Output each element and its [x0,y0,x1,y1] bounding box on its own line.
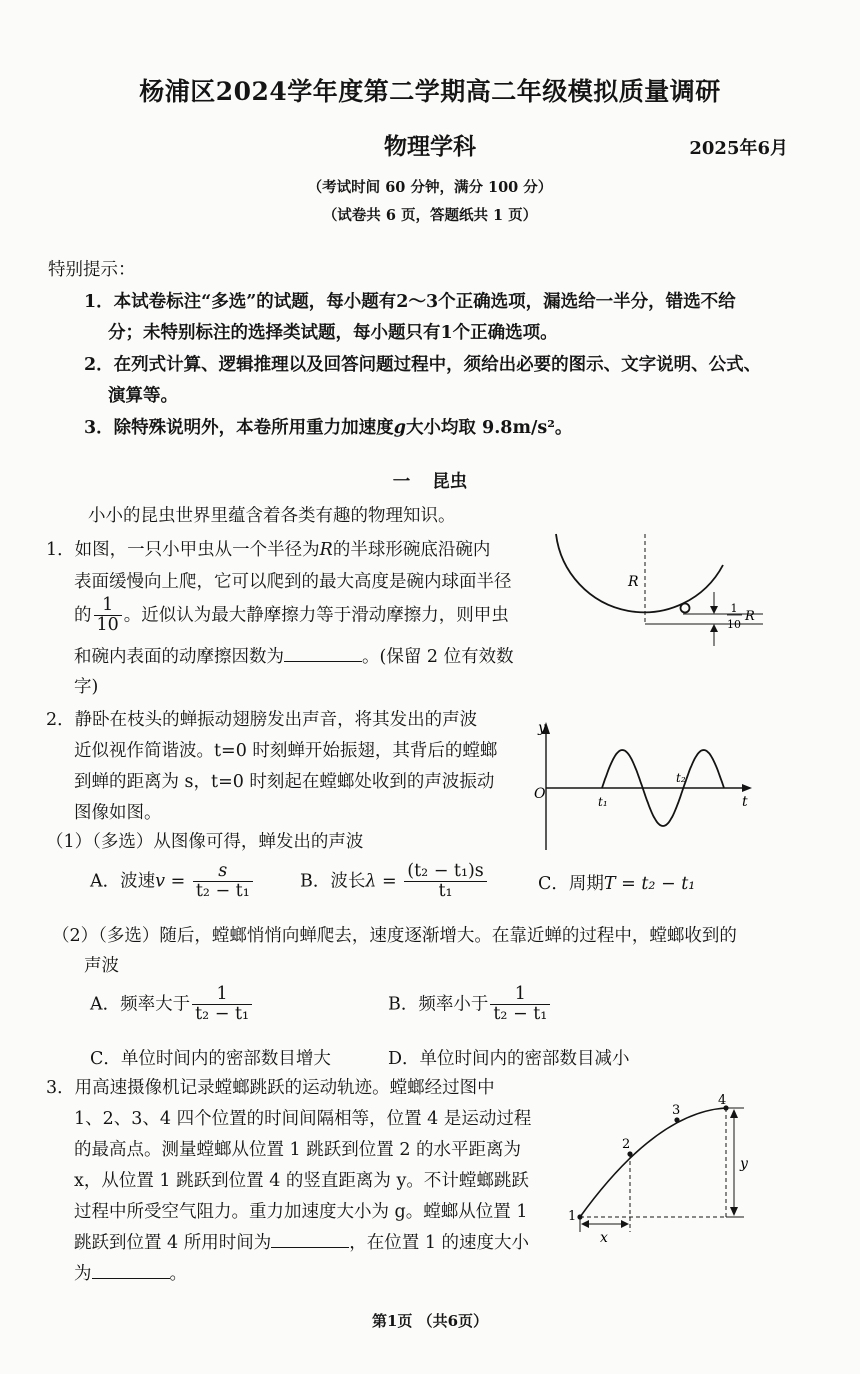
q1-line4: 和碗内表面的动摩擦因数为 。(保留 2 位有效数 [74,641,514,673]
q1-fig-R2-label: R [745,609,755,624]
notice-item-3: 3．除特殊说明外，本卷所用重力加速度g大小均取 9.8m/s²。 [84,418,573,438]
q3-line5: 过程中所受空气阻力。重力加速度大小为 g。螳螂从位置 1 [74,1202,528,1222]
page-footer: 第1页 （共6页） [371,1312,489,1330]
exam-pages-info: （试卷共 6 页，答题纸共 1 页） [322,207,538,224]
subject-title: 物理学科 [384,133,476,160]
q3-fig-pos1: 1 [568,1209,577,1224]
q3-time-blank[interactable] [271,1229,349,1248]
q1-fraction: $\frac{1}{10}$ [94,596,122,636]
q1-line2: 表面缓慢向上爬，它可以爬到的最大高度是碗内球面半径 [74,572,512,592]
q1-fig-frac-n: 1 [730,602,738,615]
q3-line4: x，从位置 1 跳跃到位置 4 的竖直距离为 y。不计螳螂跳跃 [74,1171,529,1191]
q1-answer-blank[interactable] [284,643,362,662]
q2-sub2-option-b[interactable]: B．频率小于 $\frac{1}{\text{t₂ − t₁}}$ [388,985,552,1025]
q1-line3: 的 $\frac{1}{10}$ 。近似认为最大静摩擦力等于滑动摩擦力，则甲虫 [74,595,509,636]
q1-line5: 字) [74,677,99,697]
q2-sub1-option-c[interactable]: C．周期T = t₂ − t₁ [538,874,696,894]
q3-trajectory-figure [560,1090,780,1250]
q2-fig-t-label: t [742,794,748,810]
q1-fig-R-label: R [628,574,639,590]
notice-item-2b: 演算等。 [108,386,178,406]
notice-item-2a: 2．在列式计算、逻辑推理以及回答问题过程中，须给出必要的图示、文字说明、公式、 [84,355,762,375]
q3-line3: 的最高点。测量螳螂从位置 1 跳跃到位置 2 的水平距离为 [74,1140,522,1160]
q2-fig-origin: O [534,786,546,802]
q2-sub1-option-a[interactable]: A．波速v = $\frac{s}{\text{t₂ − t₁}}$ [90,862,255,902]
q3-fig-pos3: 3 [672,1103,681,1118]
q2-fig-t1-label: t₁ [598,795,608,809]
q2-line4: 图像如图。 [74,803,162,823]
exam-time-info: （考试时间 60 分钟，满分 100 分） [307,179,553,196]
q2-line1: 2．静卧在枝头的蝉振动翅膀发出声音，将其发出的声波 [46,710,478,730]
q2-sub2-option-a[interactable]: A．频率大于 $\frac{1}{\text{t₂ − t₁}}$ [90,985,254,1025]
q2-sub2-option-d[interactable]: D．单位时间内的密部数目减小 [388,1049,630,1069]
section-intro: 小小的昆虫世界里蕴含着各类有趣的物理知识。 [88,506,456,526]
q2-sub1-option-b[interactable]: B．波长λ = $\frac{\text{(t₂ − t₁)s}}{\text{t₁}}$ [300,862,489,902]
notice-item-1a: 1．本试卷标注“多选”的试题，每小题有2～3个正确选项，漏选给一半分，错选不给 [84,292,736,312]
q1-line1: 1．如图，一只小甲虫从一个半径为R的半球形碗底沿碗内 [46,540,491,560]
q2-sub2-stem-b: 声波 [84,956,119,976]
q3-fig-x-label: x [600,1230,608,1246]
notice-heading: 特别提示： [48,260,136,280]
exam-date: 2025年6月 [689,138,788,159]
q2-line3: 到蝉的距离为 s，t=0 时刻起在螳螂处收到的声波振动 [74,772,495,792]
q2-sub2-option-c[interactable]: C．单位时间内的密部数目增大 [90,1049,331,1069]
q3-fig-pos2: 2 [622,1137,631,1152]
q3-fig-y-label: y [740,1156,748,1172]
q3-line1: 3．用高速摄像机记录螳螂跳跃的运动轨迹。螳螂经过图中 [46,1078,495,1098]
q2-sub2-stem-a: （2）（多选）随后，螳螂悄悄向蝉爬去，速度逐渐增大。在靠近蝉的过程中，螳螂收到的 [52,926,737,946]
q3-line6: 跳跃到位置 4 所用时间为 ，在位置 1 的速度大小 [74,1227,529,1259]
q2-fig-t2-label: t₂ [676,771,686,785]
q2-line2: 近似视作简谐波。t=0 时刻蝉开始振翅，其背后的螳螂 [74,741,498,761]
q1-bowl-figure [548,528,768,654]
notice-item-1b: 分；未特别标注的选择类试题，每小题只有1个正确选项。 [108,323,558,343]
q3-fig-pos4: 4 [718,1093,727,1108]
q2-fig-y-label: y [538,720,546,736]
q2-wave-graph [530,712,762,854]
q1-fig-frac-d: 10 [727,618,741,631]
q3-speed-blank[interactable] [92,1260,170,1279]
exam-title: 杨浦区2024学年度第二学期高二年级模拟质量调研 [139,77,721,106]
q3-line2: 1、2、3、4 四个位置的时间间隔相等，位置 4 是运动过程 [74,1109,532,1129]
q2-sub1-stem: （1）（多选）从图像可得，蝉发出的声波 [46,832,364,852]
q3-line7: 为 。 [74,1258,187,1290]
section-title: 一 昆虫 [392,472,468,492]
